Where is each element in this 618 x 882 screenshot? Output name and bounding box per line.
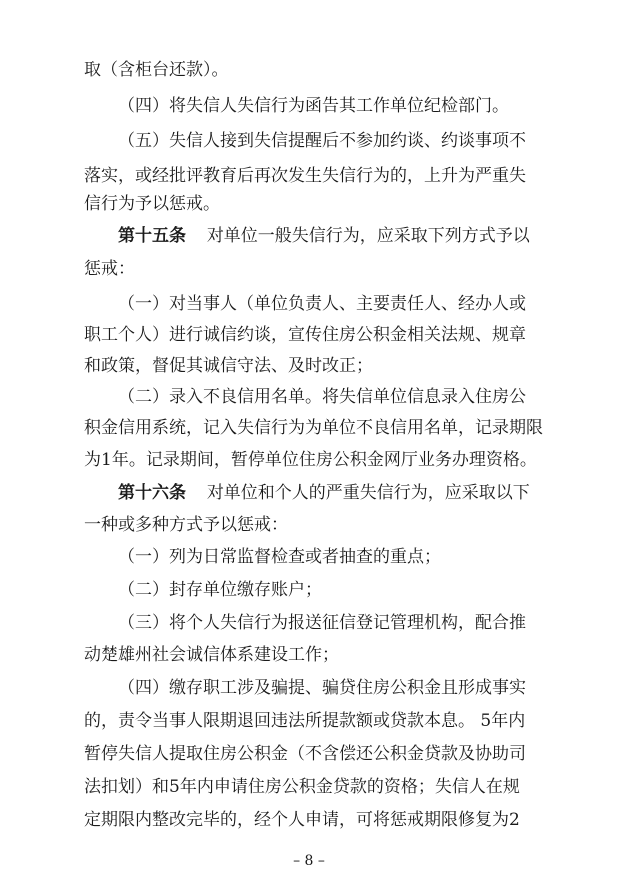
text-line: （一）列为日常监督检查或者抽查的重点； [118,547,441,567]
text-line: 职工个人）进行诚信约谈，宣传住房公积金相关法规、规章 [84,325,526,345]
article-15-heading: 第十五条 [118,226,186,246]
text-line: 积金信用系统，记入失信行为为单位不良信用名单，记录期限 [84,418,543,438]
text-line: 的，责令当事人限期退回违法所提款额或贷款本息。 5年内 [84,711,526,731]
text-line: 暂停失信人提取住房公积金（不含偿还公积金贷款及协助司 [84,744,526,764]
text-line: （二）封存单位缴存账户； [118,580,322,600]
text-line: （一）对当事人（单位负责人、主要责任人、经办人或 [118,294,526,314]
text-line: （四）将失信人失信行为函告其工作单位纪检部门。 [118,96,509,116]
text-line: 法扣划）和5年内申请住房公积金贷款的资格；失信人在规 [84,777,520,797]
article-15-text: 对单位一般失信行为，应采取下列方式予以 [206,226,530,246]
text-line: 动楚雄州社会诚信体系建设工作； [84,645,339,665]
text-line: （五）失信人接到失信提醒后不参加约谈、约谈事项不 [118,131,526,151]
text-line: （二）录入不良信用名单。将失信单位信息录入住房公 [118,387,526,407]
article-16-heading: 第十六条 [118,483,186,503]
article-15-line [118,226,618,246]
article-16-text: 对单位和个人的严重失信行为，应采取以下 [206,483,530,503]
text-line: （四）缴存职工涉及骗提、骗贷住房公积金且形成事实 [118,678,526,698]
text-line: 惩戒： [84,259,135,279]
text-line: 定期限内整改完毕的，经个人申请，可将惩戒期限修复为2 [84,810,520,830]
text-line: 为1年。记录期间，暂停单位住房公积金网厅业务办理资格。 [84,450,537,470]
page-number: – 8 – [293,853,325,869]
article-16-line [118,483,618,503]
text-line: （三）将个人失信行为报送征信登记管理机构，配合推 [118,613,526,633]
text-line: 信行为予以惩戒。 [84,194,220,214]
text-line: 取（含柜台还款）。 [84,60,229,80]
text-line: 落实，或经批评教育后再次发生失信行为的，上升为严重失 [84,166,526,186]
text-line: 一种或多种方式予以惩戒： [84,515,288,535]
text-line: 和政策，督促其诚信守法、及时改正； [84,356,373,376]
